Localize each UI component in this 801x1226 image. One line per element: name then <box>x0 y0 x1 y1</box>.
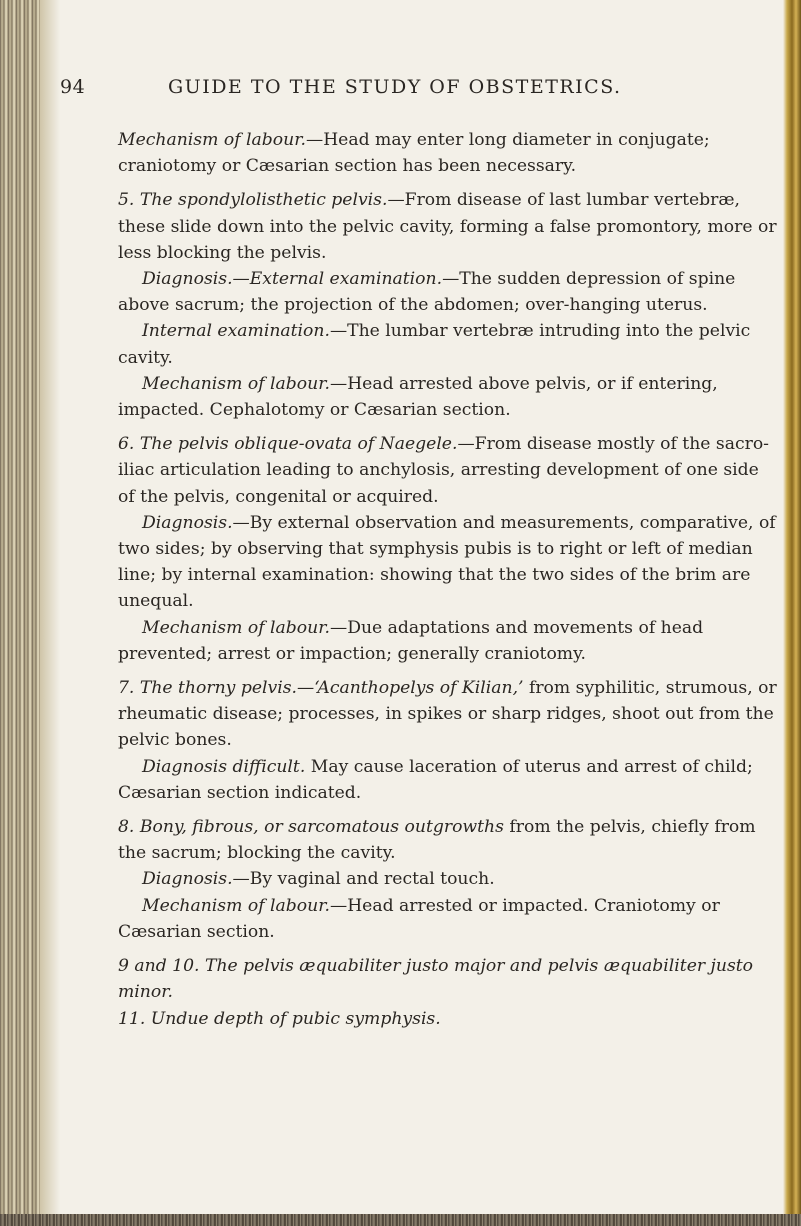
paragraph-thorny-pelvis: 7. The thorny pelvis.—‘Acanthopelys of Kilian,’ from syphilitic, strumous, or rheumatic disease; processes, in spikes or sharp ridges, shoot out from the pelvic bones. <box>118 678 777 751</box>
paragraph-mechanism-3: Mechanism of labour.—Due adaptations and movements of head prevented; arrest or impaction; generally craniotomy. <box>118 617 704 664</box>
paragraph-oblique-ovata: 6. The pelvis oblique-ovata of Naegele.—From disease mostly of the sacro-iliac articulation leading to anchylosis, arresting development of one side of the pelvis, congenital or acquired. <box>118 434 769 507</box>
paragraph-internal-exam: Internal examination.—The lumbar vertebræ intruding into the pelvic cavity. <box>118 321 751 368</box>
paragraph-outgrowths: 8. Bony, fibrous, or sarcomatous outgrowths from the pelvis, chiefly from the sacrum; blocking the cavity. <box>118 817 756 864</box>
book-gutter-left <box>0 0 40 1226</box>
paragraph-diagnosis-external: Diagnosis.—External examination.—The sudden depression of spine above sacrum; the projection of the abdomen; over-hanging uterus. <box>118 269 736 316</box>
paragraph-spondylolisthetic: 5. The spondylolisthetic pelvis.—From disease of last lumbar vertebræ, these slide down into the pelvic cavity, forming a false promontory, more or less blocking the pelvis. <box>118 190 777 263</box>
gutter-shadow <box>40 0 60 1226</box>
page-edge-bottom <box>0 1214 801 1226</box>
paragraph-pubic-symphysis: 11. Undue depth of pubic symphysis. <box>118 1008 441 1029</box>
paragraph-mechanism-2: Mechanism of labour.—Head arrested above pelvis, or if entering, impacted. Cephalotomy or Cæsarian section. <box>118 373 718 421</box>
paragraph-diagnosis-3: Diagnosis.—By vaginal and rectal touch. <box>142 869 495 890</box>
paragraph-mechanism-1: Mechanism of labour.—Head may enter long diameter in conjugate; craniotomy or Cæsarian section has been necessary. <box>118 130 710 177</box>
paragraph-diagnosis-2: Diagnosis.—By external observation and measurements, comparative, of two sides; by observing that symphysis pubis is to right or left of median line; by internal examination: showing that the two sides of the brim are unequal. <box>118 512 776 612</box>
paragraph-diagnosis-difficult: Diagnosis difficult. May cause laceration of uterus and arrest of child; Cæsarian section indicated. <box>118 756 753 803</box>
page-body <box>118 127 778 1032</box>
page-number: 94 <box>60 76 86 98</box>
paragraph-aequabiliter: 9 and 10. The pelvis æquabiliter justo major and pelvis æquabiliter justo minor. <box>118 956 754 1003</box>
paragraph-mechanism-4: Mechanism of labour.—Head arrested or impacted. Craniotomy or Cæsarian section. <box>118 895 720 942</box>
gilt-page-edge-right <box>783 0 801 1226</box>
running-head: GUIDE TO THE STUDY OF OBSTETRICS. <box>168 76 622 98</box>
